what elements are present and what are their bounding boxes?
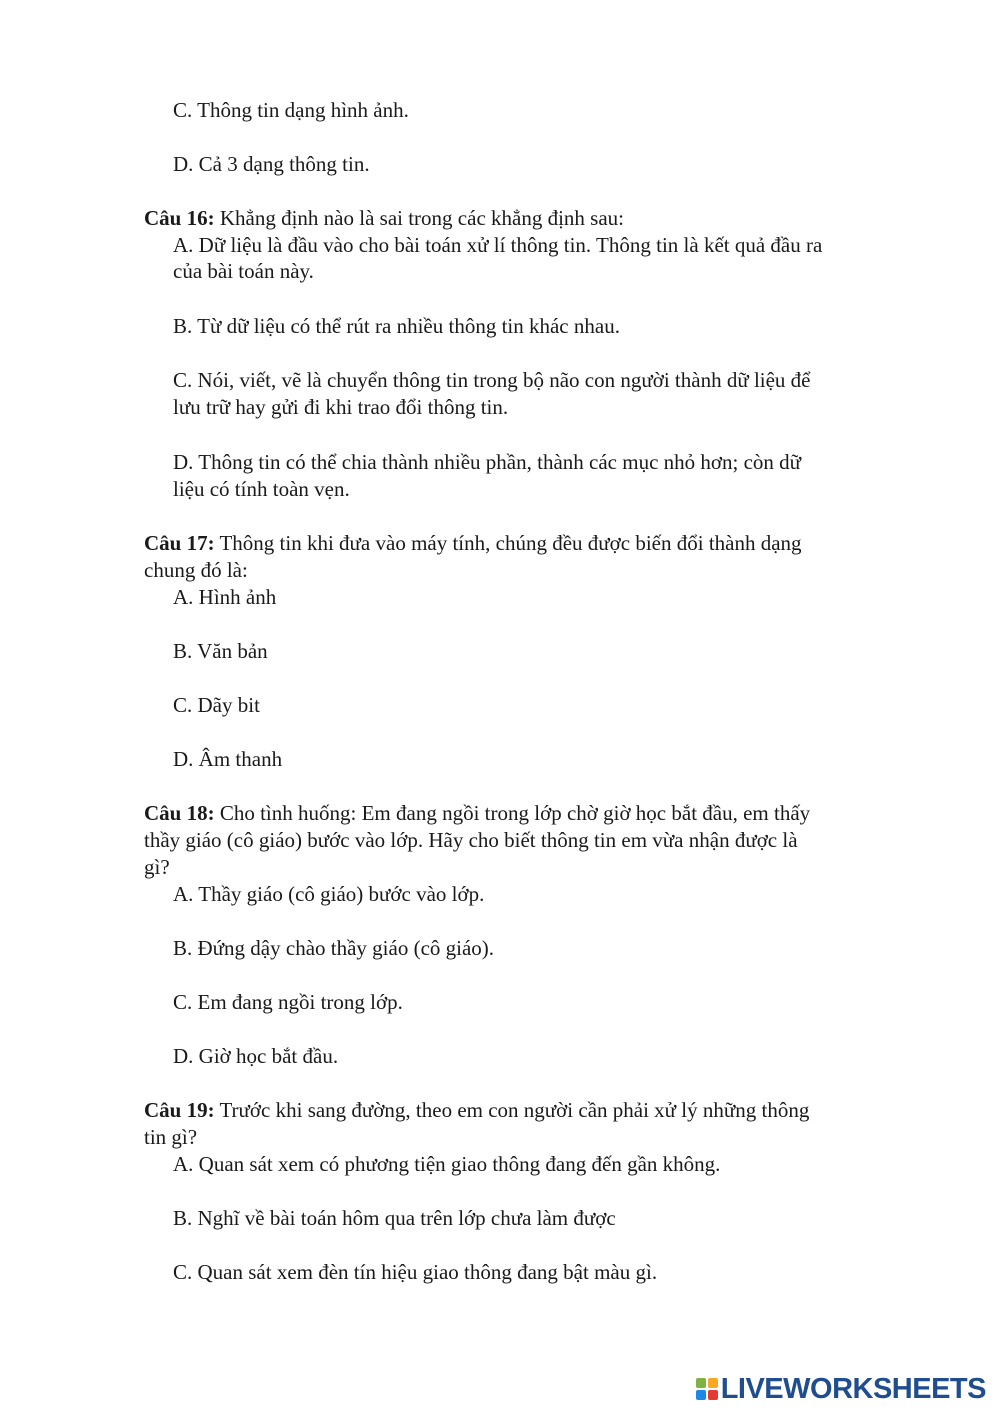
logo-square-1 [696,1378,706,1388]
q17-label: Câu 17: [144,531,215,555]
logo-square-2 [708,1378,718,1388]
q16-label: Câu 16: [144,206,215,230]
q18-question-cont: thầy giáo (cô giáo) bước vào lớp. Hãy cho biết thông tin em vừa nhận được là [144,828,798,852]
q16-option-b: B. Từ dữ liệu có thể rút ra nhiều thông tin khác nhau. [173,314,620,338]
q19-label: Câu 19: [144,1098,215,1122]
q16-option-c-cont: lưu trữ hay gửi đi khi trao đổi thông tin. [173,395,509,419]
q19-option-c: C. Quan sát xem đèn tín hiệu giao thông đang bật màu gì. [173,1260,658,1284]
q19-option-a: A. Quan sát xem có phương tiện giao thông đang đến gần không. [173,1152,721,1176]
q18-label: Câu 18: [144,801,215,825]
q19-question [144,1097,809,1123]
q16-option-c: C. Nói, viết, vẽ là chuyển thông tin trong bộ não con người thành dữ liệu để [173,368,811,392]
q15-option-d: D. Cả 3 dạng thông tin. [173,152,370,176]
liveworksheets-logo-icon [696,1378,718,1400]
logo-square-4 [708,1390,718,1400]
q17-option-d: D. Âm thanh [173,747,283,771]
logo-text: LIVEWORKSHEETS [720,1372,986,1405]
logo-square-3 [696,1390,706,1400]
q18-text: Cho tình huống: Em đang ngồi trong lớp chờ giờ học bắt đầu, em thấy [214,801,811,825]
q19-option-b: B. Nghĩ về bài toán hôm qua trên lớp chưa làm được [173,1206,616,1230]
q17-option-c: C. Dãy bit [173,693,260,717]
q16-option-d-cont: liệu có tính toàn vẹn. [173,477,350,501]
q17-question-cont: chung đó là: [144,558,248,582]
q16-text: Khẳng định nào là sai trong các khẳng định sau: [214,206,624,230]
q18-option-c: C. Em đang ngồi trong lớp. [173,990,403,1014]
q18-option-b: B. Đứng dậy chào thầy giáo (cô giáo). [173,936,495,960]
q18-option-d: D. Giờ học bắt đầu. [173,1044,339,1068]
q17-option-b: B. Văn bản [173,639,268,663]
q17-text: Thông tin khi đưa vào máy tính, chúng đều được biến đổi thành dạng [214,531,802,555]
q17-question [144,530,802,556]
q16-option-a-cont: của bài toán này. [173,259,314,283]
q18-option-a: A. Thầy giáo (cô giáo) bước vào lớp. [173,882,485,906]
q19-text: Trước khi sang đường, theo em con người cần phải xử lý những thông [214,1098,810,1122]
liveworksheets-logo[interactable] [696,1372,986,1406]
q18-question [144,800,810,826]
q16-option-a: A. Dữ liệu là đầu vào cho bài toán xử lí thông tin. Thông tin là kết quả đầu ra [173,233,823,257]
q16-option-d: D. Thông tin có thể chia thành nhiều phần, thành các mục nhỏ hơn; còn dữ [173,450,802,474]
q16-question [144,205,624,231]
q18-question-cont2: gì? [144,855,170,879]
q17-option-a: A. Hình ảnh [173,585,277,609]
q19-question-cont: tin gì? [144,1125,198,1149]
q15-option-c: C. Thông tin dạng hình ảnh. [173,98,409,122]
